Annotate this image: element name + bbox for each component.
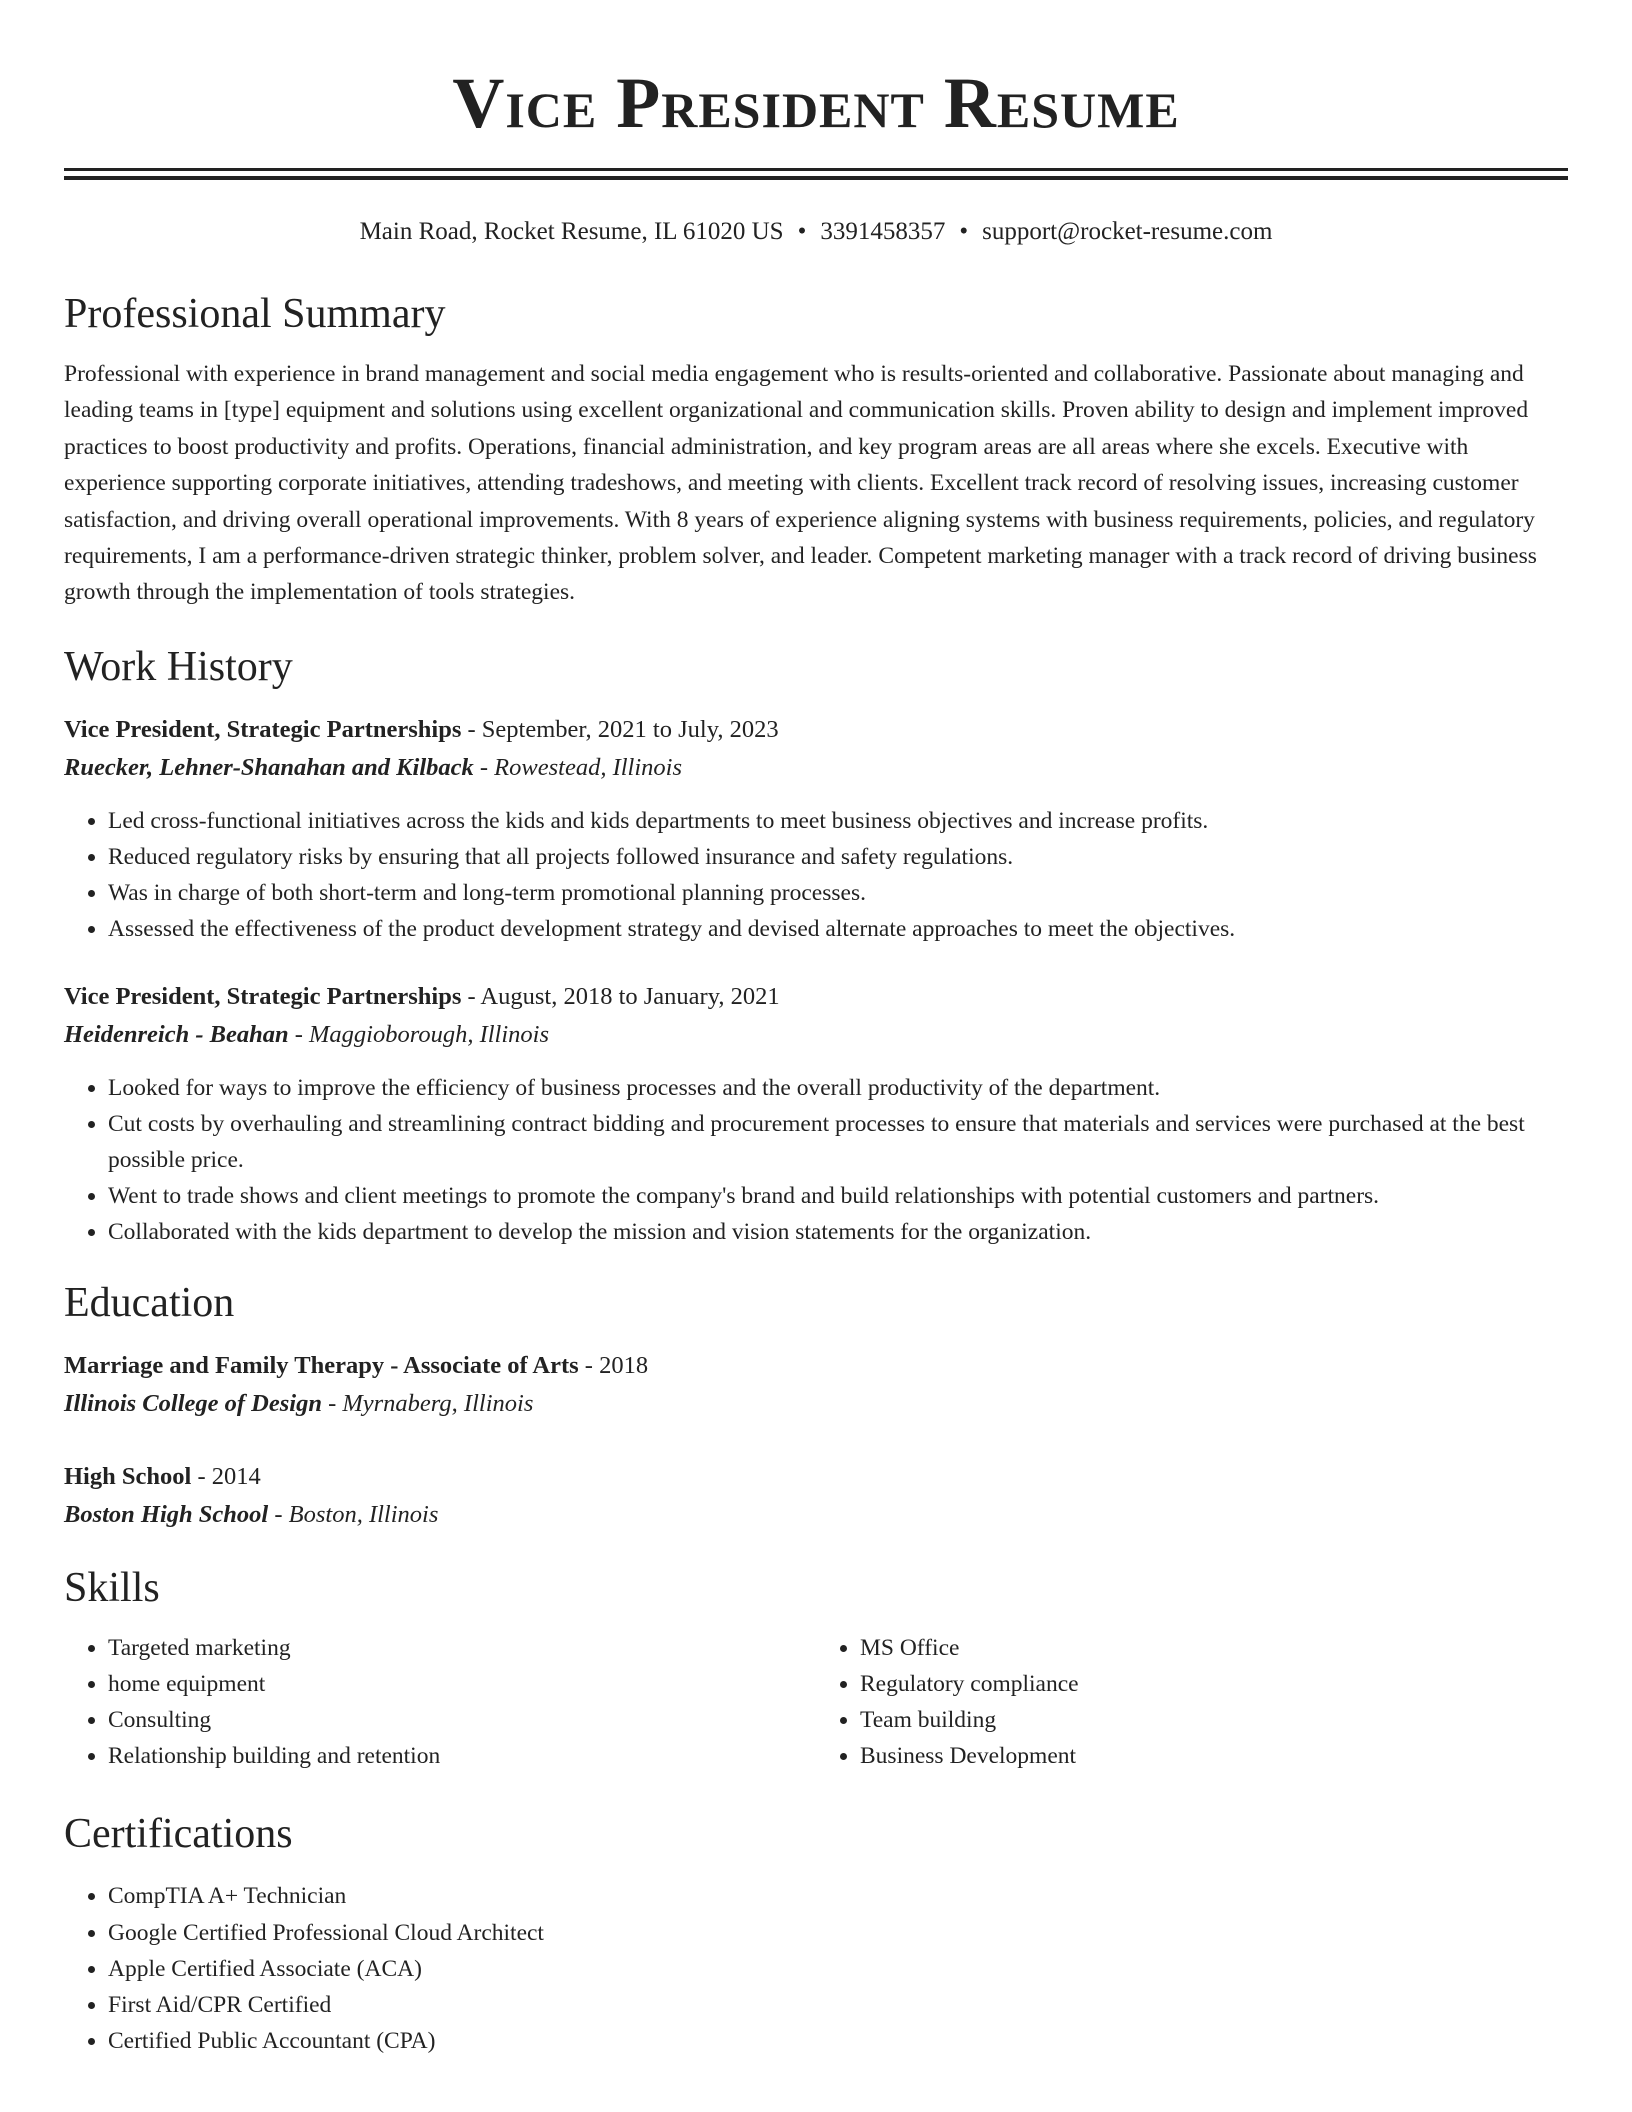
job-title-line [64,711,1568,749]
job-title: Vice President, Strategic Partnerships [64,982,462,1010]
certification-item: • CompTIA A+ Technician [108,1878,1568,1914]
certifications-list [64,1878,1568,2059]
skill-item: • Regulatory compliance [860,1666,1568,1702]
skill-item: • Targeted marketing [108,1630,816,1666]
job-bullet: • Assessed the effectiveness of the product development strategy and devised alternate approaches to meet the objectives. [108,911,1568,947]
job-location: - Maggioborough, Illinois [288,1020,550,1048]
skills-list-left [64,1630,816,1775]
job-bullet: • Was in charge of both short-term and long-term promotional planning processes. [108,875,1568,911]
title-divider-bottom [64,176,1568,180]
education-school-line [64,1496,1568,1534]
job-bullet: • Collaborated with the kids department to develop the mission and vision statements for the organization. [108,1214,1568,1250]
work-history-heading: Work History [64,643,293,690]
contact-line [64,216,1568,248]
certification-item: • Google Certified Professional Cloud Architect [108,1915,1568,1951]
job-bullets [64,803,1568,948]
job-bullets [64,1070,1568,1251]
skill-item: • Business Development [860,1738,1568,1774]
education-location: - Myrnaberg, Illinois [321,1389,534,1417]
education-location: - Boston, Illinois [268,1500,439,1528]
job-company: Heidenreich - Beahan [64,1020,289,1048]
job-company-line [64,749,1568,787]
contact-separator: • [959,218,969,245]
job-dates: - September, 2021 to July, 2023 [461,715,779,743]
contact-email: support@rocket-resume.com [982,218,1273,245]
education-year: - 2018 [578,1351,649,1379]
education-entry [64,1458,1568,1534]
summary-heading: Professional Summary [64,291,446,337]
skills-list-right [816,1630,1568,1775]
skills-columns [64,1630,1568,1775]
skill-item: • Consulting [108,1702,816,1738]
job-company-line [64,1016,1568,1054]
summary-text: Professional with experience in brand management and social media engagement who is results-oriented and collaborative. Passionate about managing and leading teams in [type] equipment and solutions using excellent organizational and communication skills. Proven ability to design and implement improved practices to boost productivity and profits. Operations, financial administration, and key program areas are all areas where she excels. Executive with experience supporting corporate initiatives, attending tradeshows, and meeting with clients. Excellent track record of resolving issues, increasing customer satisfaction, and driving overall operational improvements. With 8 years of experience aligning systems with business requirements, policies, and regulatory requirements, I am a performance-driven strategic thinker, problem solver, and leader. Competent marketing manager with a track record of driving business growth through the implementation of tools strategies. [64,361,1537,606]
education-heading: Education [64,1279,235,1326]
title-divider-top [64,168,1568,171]
job-title-line [64,978,1568,1016]
job-bullet: • Reduced regulatory risks by ensuring that all projects followed insurance and safety regulations. [108,839,1568,875]
certification-item: • First Aid/CPR Certified [108,1987,1568,2023]
education-degree: Marriage and Family Therapy - Associate of Arts [64,1351,579,1379]
education-degree-line [64,1458,1568,1496]
job-dates: - August, 2018 to January, 2021 [461,982,780,1010]
education-school: Boston High School [64,1500,269,1528]
education-school-line [64,1385,1568,1423]
skill-item: • home equipment [108,1666,816,1702]
skill-item: • Team building [860,1702,1568,1738]
education-year: - 2014 [191,1462,261,1490]
job-title: Vice President, Strategic Partnerships [64,715,462,743]
contact-address: Main Road, Rocket Resume, IL 61020 US [359,218,784,245]
job-bullet: • Led cross-functional initiatives across the kids and kids departments to meet business objectives and increase profits. [108,803,1568,839]
skills-heading: Skills [64,1564,160,1611]
contact-phone: 3391458357 [820,218,946,245]
resume-title: Vice President Resume [452,63,1180,143]
contact-separator: • [797,218,807,245]
job-company: Ruecker, Lehner-Shanahan and Kilback [64,753,474,781]
certification-item: • Apple Certified Associate (ACA) [108,1951,1568,1987]
education-degree-line [64,1347,1568,1385]
education-entry [64,1347,1568,1423]
job-location: - Rowestead, Illinois [473,753,682,781]
job-bullet: • Went to trade shows and client meetings to promote the company's brand and build relationships with potential customers and partners. [108,1178,1568,1214]
certification-item: • Certified Public Accountant (CPA) [108,2023,1568,2059]
skill-item: • Relationship building and retention [108,1738,816,1774]
education-degree: High School [64,1462,192,1490]
job-bullet: • Cut costs by overhauling and streamlining contract bidding and procurement processes to ensure that materials and services were purchased at the best possible price. [108,1106,1568,1178]
skill-item: • MS Office [860,1630,1568,1666]
job-entry [64,711,1568,948]
job-bullet: • Looked for ways to improve the efficiency of business processes and the overall productivity of the department. [108,1070,1568,1106]
certifications-heading: Certifications [64,1811,293,1858]
job-entry [64,978,1568,1251]
education-school: Illinois College of Design [64,1389,322,1417]
